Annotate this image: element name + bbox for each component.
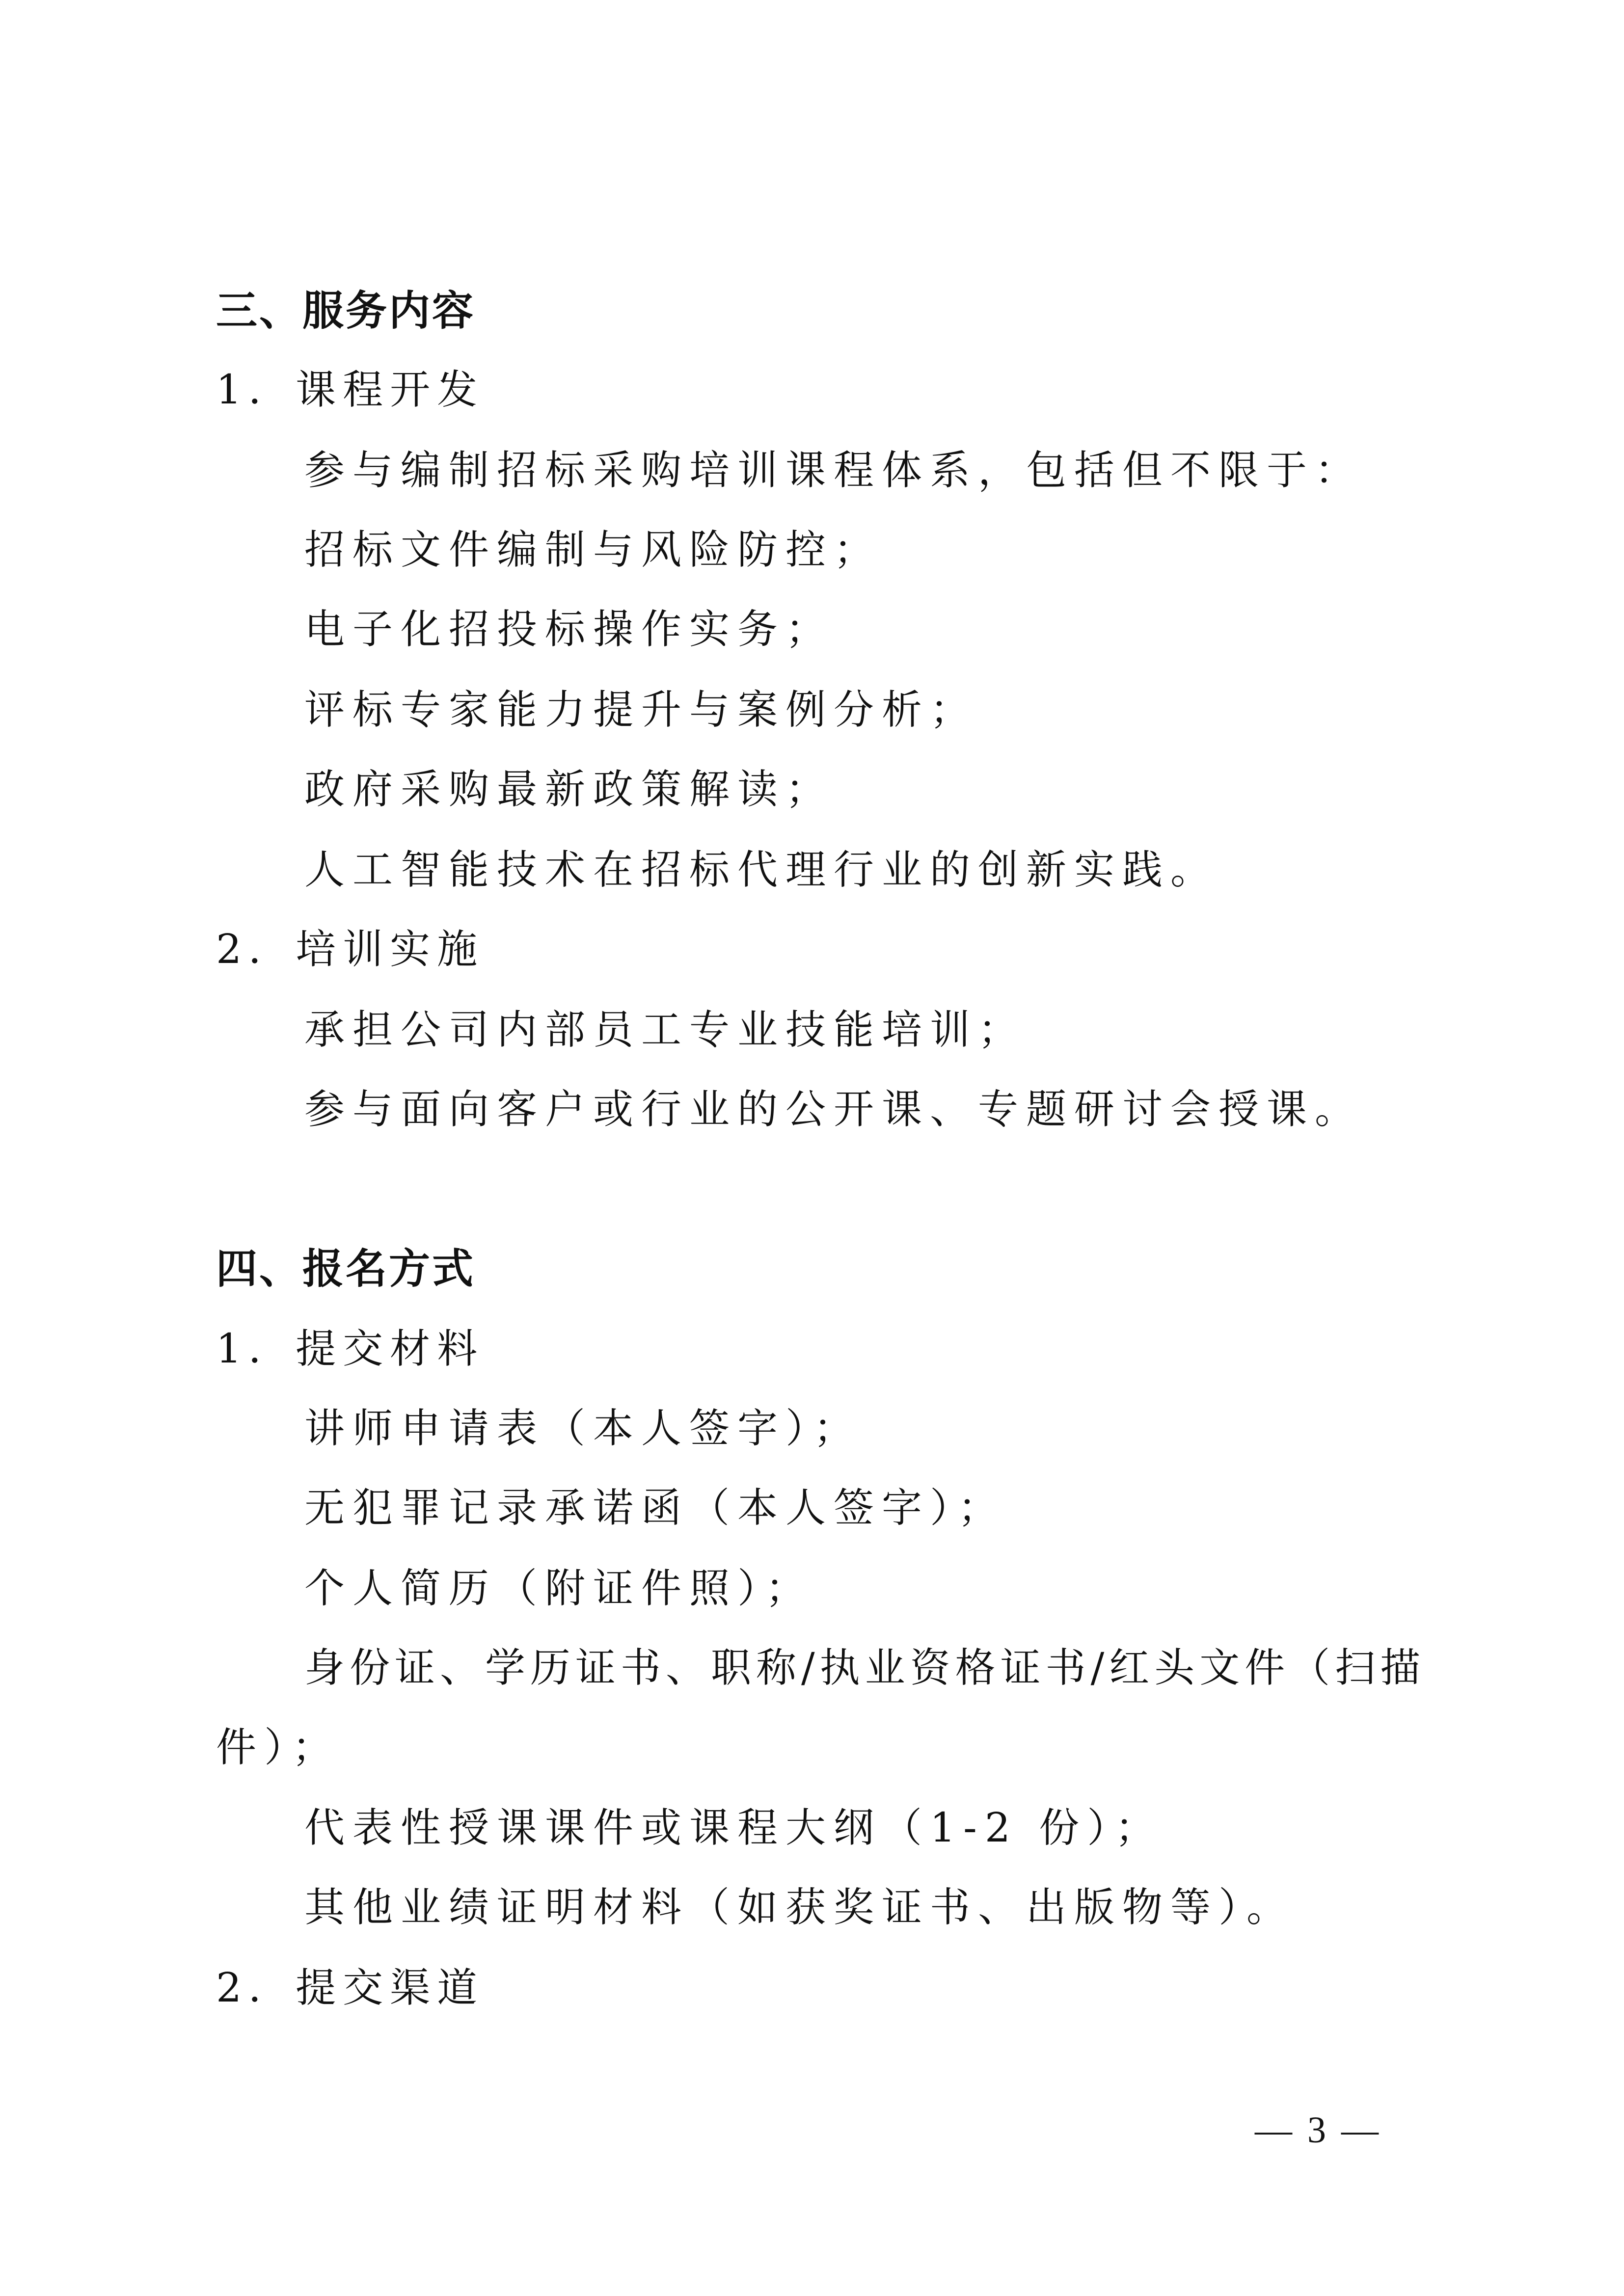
section-4-sub-1-item: 代表性授课课件或课程大纲（1-2 份）； (304, 1805, 1164, 1851)
section-4-sub-1-item: 个人简历（附证件照）； (304, 1565, 814, 1612)
section-4-sub-1-item-continuation: 件）； (216, 1724, 341, 1771)
section-3-sub-1-item: 招标文件编制与风险防控； (304, 527, 882, 573)
section-3-heading: 三、服务内容 (216, 287, 476, 335)
section-3-sub-2-label: 2．培训实施 (216, 926, 485, 973)
section-3-sub-1-label: 1．课程开发 (216, 367, 485, 413)
section-3-sub-1-item: 政府采购最新政策解读； (304, 766, 834, 813)
section-4-sub-1-item: 其他业绩证明材料（如获奖证书、出版物等）。 (304, 1884, 1295, 1931)
page-number: — 3 — (1255, 2109, 1381, 2151)
section-4-sub-1-label: 1．提交材料 (216, 1326, 485, 1372)
section-3-sub-1-item: 参与编制招标采购培训课程体系，包括但不限于： (304, 447, 1363, 494)
section-4-sub-1-item: 讲师申请表（本人签字）； (304, 1405, 862, 1452)
section-3-sub-1-item: 评标专家能力提升与案例分析； (304, 687, 978, 733)
section-3-sub-2-item: 承担公司内部员工专业技能培训； (304, 1007, 1027, 1053)
section-3-sub-1-item: 电子化招投标操作实务； (304, 606, 834, 653)
section-3-sub-1-item: 人工智能技术在招标代理行业的创新实践。 (304, 847, 1219, 893)
section-4-sub-1-item: 无犯罪记录承诺函（本人签字）； (304, 1485, 1006, 1531)
section-3-sub-2-item: 参与面向客户或行业的公开课、专题研讨会授课。 (304, 1086, 1363, 1133)
section-4-sub-2-label: 2．提交渠道 (216, 1965, 485, 2011)
section-4-sub-1-item: 身份证、学历证书、职称/执业资格证书/红头文件（扫描 (304, 1645, 1426, 1691)
section-4-heading: 四、报名方式 (216, 1245, 476, 1293)
